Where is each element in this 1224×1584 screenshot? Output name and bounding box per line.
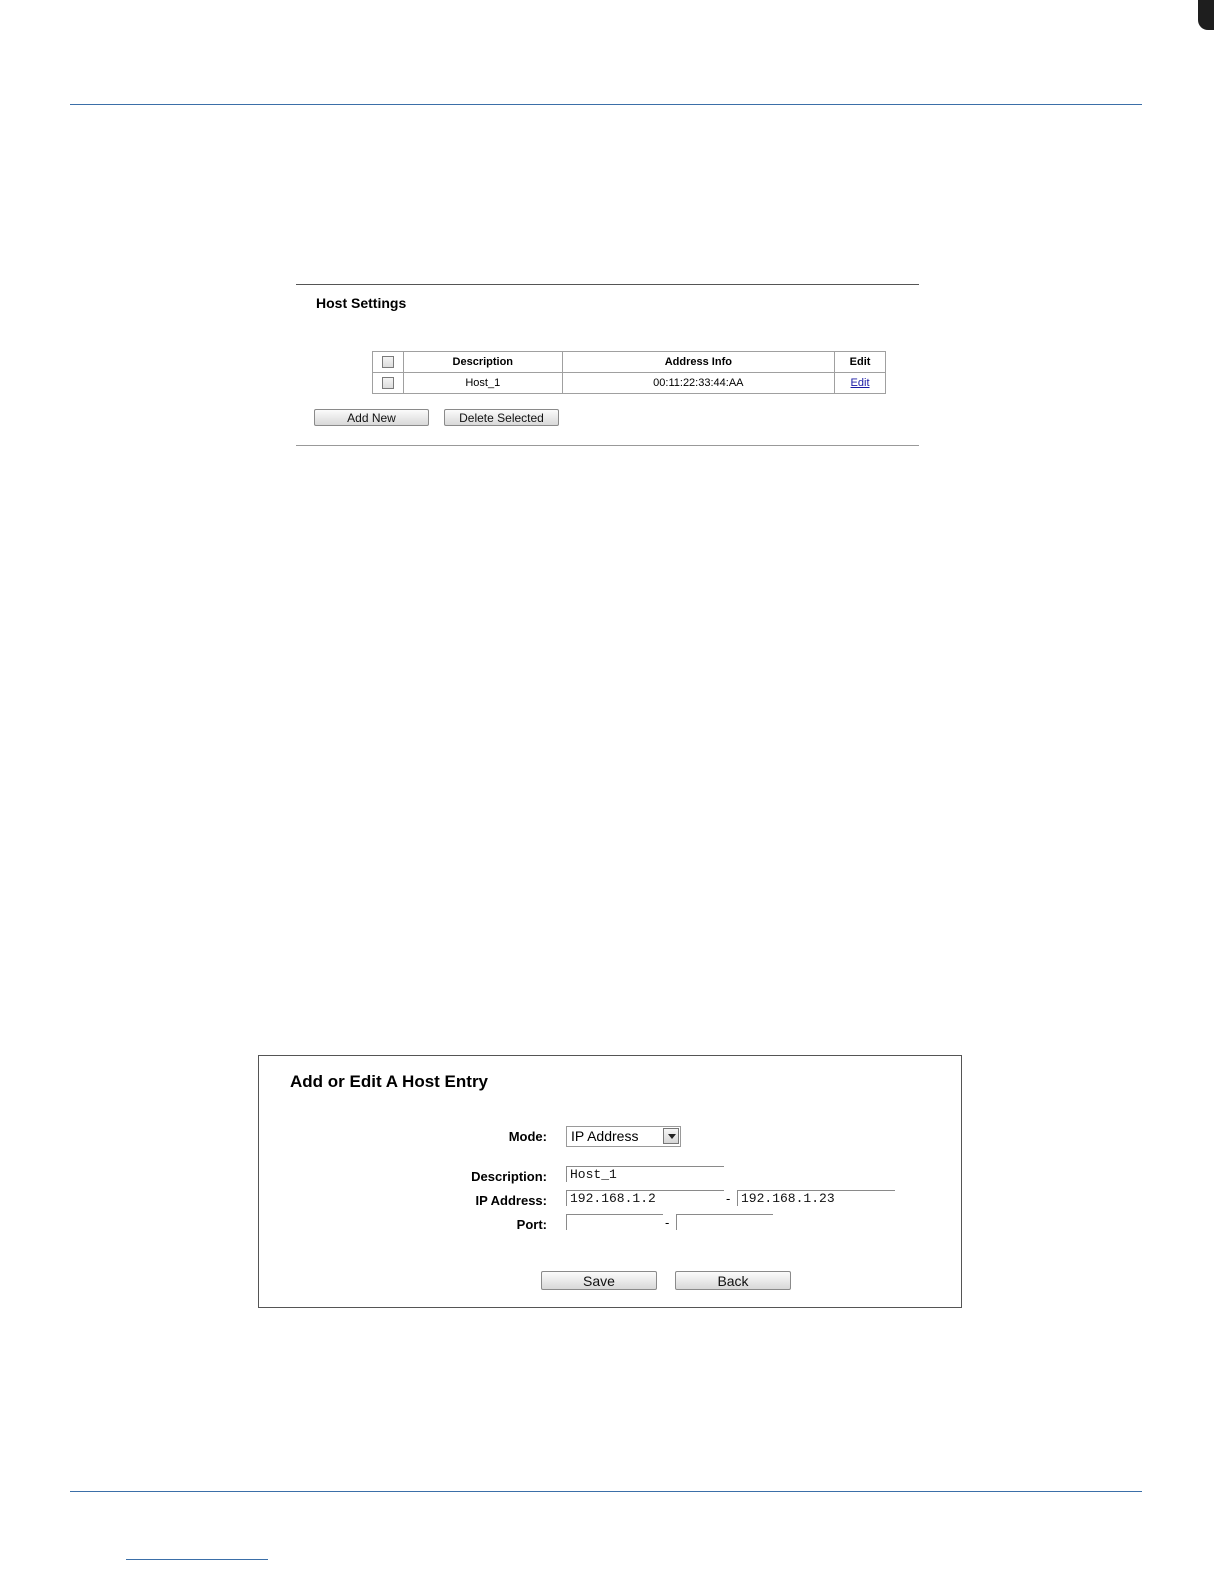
footer-rule [70, 1491, 1142, 1492]
row-checkbox-cell [373, 373, 404, 394]
header-checkbox-cell [373, 352, 404, 373]
back-button[interactable]: Back [675, 1271, 791, 1290]
mode-select-value: IP Address [571, 1128, 639, 1144]
add-new-button[interactable]: Add New [314, 409, 429, 426]
host-settings-title: Host Settings [316, 295, 407, 311]
host-settings-panel [296, 284, 919, 446]
host-table [372, 351, 886, 394]
table-header-row [373, 352, 886, 373]
host-entry-panel [258, 1055, 962, 1308]
port-end-input[interactable] [676, 1214, 773, 1230]
mode-select[interactable] [566, 1126, 681, 1147]
table-row [373, 373, 886, 394]
column-header-edit: Edit [835, 352, 886, 373]
port-label: Port: [516, 1217, 547, 1232]
row-description: Host_1 [403, 373, 562, 394]
ip-end-input[interactable] [737, 1190, 895, 1206]
row-edit-cell [835, 373, 886, 394]
save-button[interactable]: Save [541, 1271, 657, 1290]
column-header-description: Description [403, 352, 562, 373]
chevron-down-icon[interactable] [663, 1128, 679, 1144]
port-range-separator: - [665, 1215, 670, 1230]
column-header-address-info: Address Info [562, 352, 834, 373]
row-checkbox[interactable] [382, 377, 394, 389]
row-address-info: 00:11:22:33:44:AA [562, 373, 834, 394]
ip-address-label: IP Address: [475, 1193, 547, 1208]
description-input[interactable] [566, 1166, 724, 1182]
header-rule [70, 104, 1142, 105]
delete-selected-button[interactable]: Delete Selected [444, 409, 559, 426]
port-start-input[interactable] [566, 1214, 663, 1230]
mode-label: Mode: [508, 1129, 547, 1144]
ip-start-input[interactable] [566, 1190, 724, 1206]
edit-link[interactable]: Edit [850, 377, 870, 389]
host-entry-title: Add or Edit A Host Entry [290, 1072, 489, 1091]
description-label: Description: [471, 1169, 547, 1184]
select-all-checkbox[interactable] [382, 356, 394, 368]
page-edge-mark [1198, 0, 1214, 30]
ip-range-separator: - [726, 1191, 731, 1206]
footer-link-rule [126, 1559, 268, 1560]
